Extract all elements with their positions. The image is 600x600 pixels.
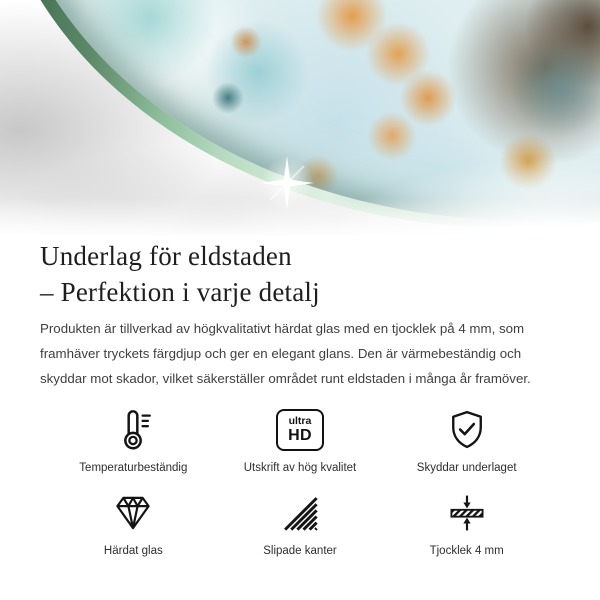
page-title-line1: Underlag för eldstaden [40,241,292,271]
feature-label: Skyddar underlaget [416,462,517,474]
beveled-edge-icon [279,490,321,536]
feature-label: Tjocklek 4 mm [429,545,504,557]
feature-label: Härdat glas [103,545,163,557]
product-description-section [0,238,600,559]
feature-label: Slipade kanter [263,545,337,557]
thickness-icon [445,490,489,536]
feature-temperature [50,407,217,476]
product-image [0,0,600,236]
description-text: Produkten är tillverkad av högkvalitativt härdat glas med en tjocklek på 4 mm, som framhäver tryckets färgdjup och ger en elegant glans. Den är värmebeständig och skyddar mot skador, vilket säkerställer området runt eldstaden i många år framöver. [40,321,531,386]
feature-tempered-glass [50,490,217,559]
ultra-hd-icon [276,407,324,453]
feature-grid [40,407,560,559]
ultra-hd-text-bottom: HD [288,427,312,444]
feature-thickness [383,490,550,559]
feature-protection [383,407,550,476]
diamond-icon [111,490,155,536]
sparkle-icon [252,148,322,218]
page-title-line2: – Perfektion i varje detalj [40,277,320,307]
thermometer-icon [110,407,156,453]
ultra-hd-text-top: ultra [288,415,312,427]
shield-check-icon [445,407,489,453]
feature-label: Temperaturbeständig [79,462,188,474]
feature-print-quality [217,407,384,476]
feature-polished-edges [217,490,384,559]
feature-label: Utskrift av hög kvalitet [243,462,357,474]
page-title [40,238,560,310]
